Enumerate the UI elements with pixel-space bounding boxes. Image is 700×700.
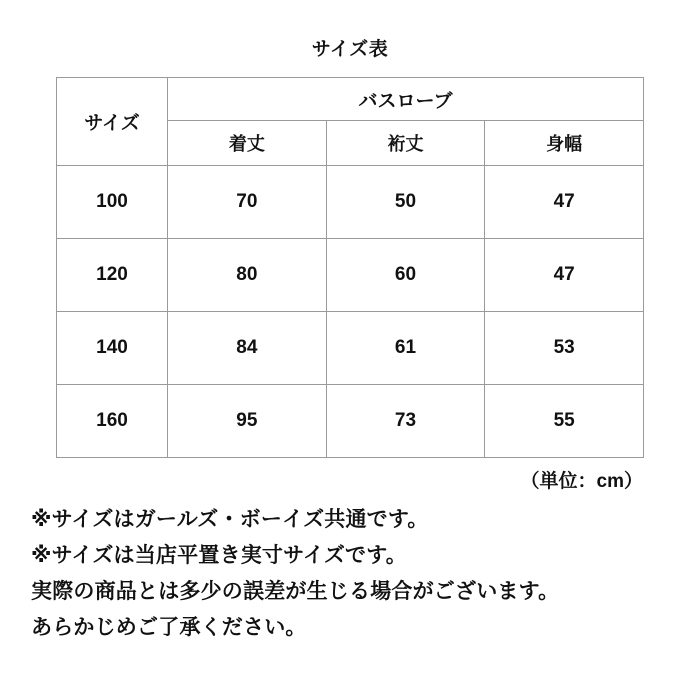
row-size-label: 120 [57, 239, 168, 312]
cell-width: 47 [485, 239, 644, 312]
cell-sleeve: 73 [326, 385, 485, 458]
row-size-label: 140 [57, 312, 168, 385]
cell-length: 80 [168, 239, 327, 312]
table-row [57, 239, 644, 312]
note-line: ※サイズはガールズ・ボーイズ共通です。 [31, 508, 429, 531]
header-width: 身幅 [485, 121, 644, 166]
cell-length: 70 [168, 166, 327, 239]
header-size-column: サイズ [57, 78, 168, 166]
table-row [57, 385, 644, 458]
header-group-bathrobe: バスローブ [168, 78, 644, 121]
cell-sleeve: 60 [326, 239, 485, 312]
notes-block [29, 507, 671, 651]
cell-width: 53 [485, 312, 644, 385]
page-title: サイズ表 [311, 39, 389, 60]
note-line: 実際の商品とは多少の誤差が生じる場合がございます。 [31, 579, 560, 603]
cell-sleeve: 50 [326, 166, 485, 239]
cell-length: 95 [168, 385, 327, 458]
row-size-label: 160 [57, 385, 168, 458]
header-length: 着丈 [168, 121, 327, 166]
table-row [57, 166, 644, 239]
unit-note: （単位：cm） [520, 471, 643, 492]
table-header-row-group [57, 78, 644, 121]
note-line: あらかじめご了承ください。 [31, 615, 307, 639]
cell-width: 55 [485, 385, 644, 458]
cell-length: 84 [168, 312, 327, 385]
row-size-label: 100 [57, 166, 168, 239]
table-row [57, 312, 644, 385]
note-line: ※サイズは当店平置き実寸サイズです。 [31, 543, 407, 567]
cell-width: 47 [485, 166, 644, 239]
header-sleeve: 裄丈 [326, 121, 485, 166]
size-table [56, 77, 644, 458]
cell-sleeve: 61 [326, 312, 485, 385]
